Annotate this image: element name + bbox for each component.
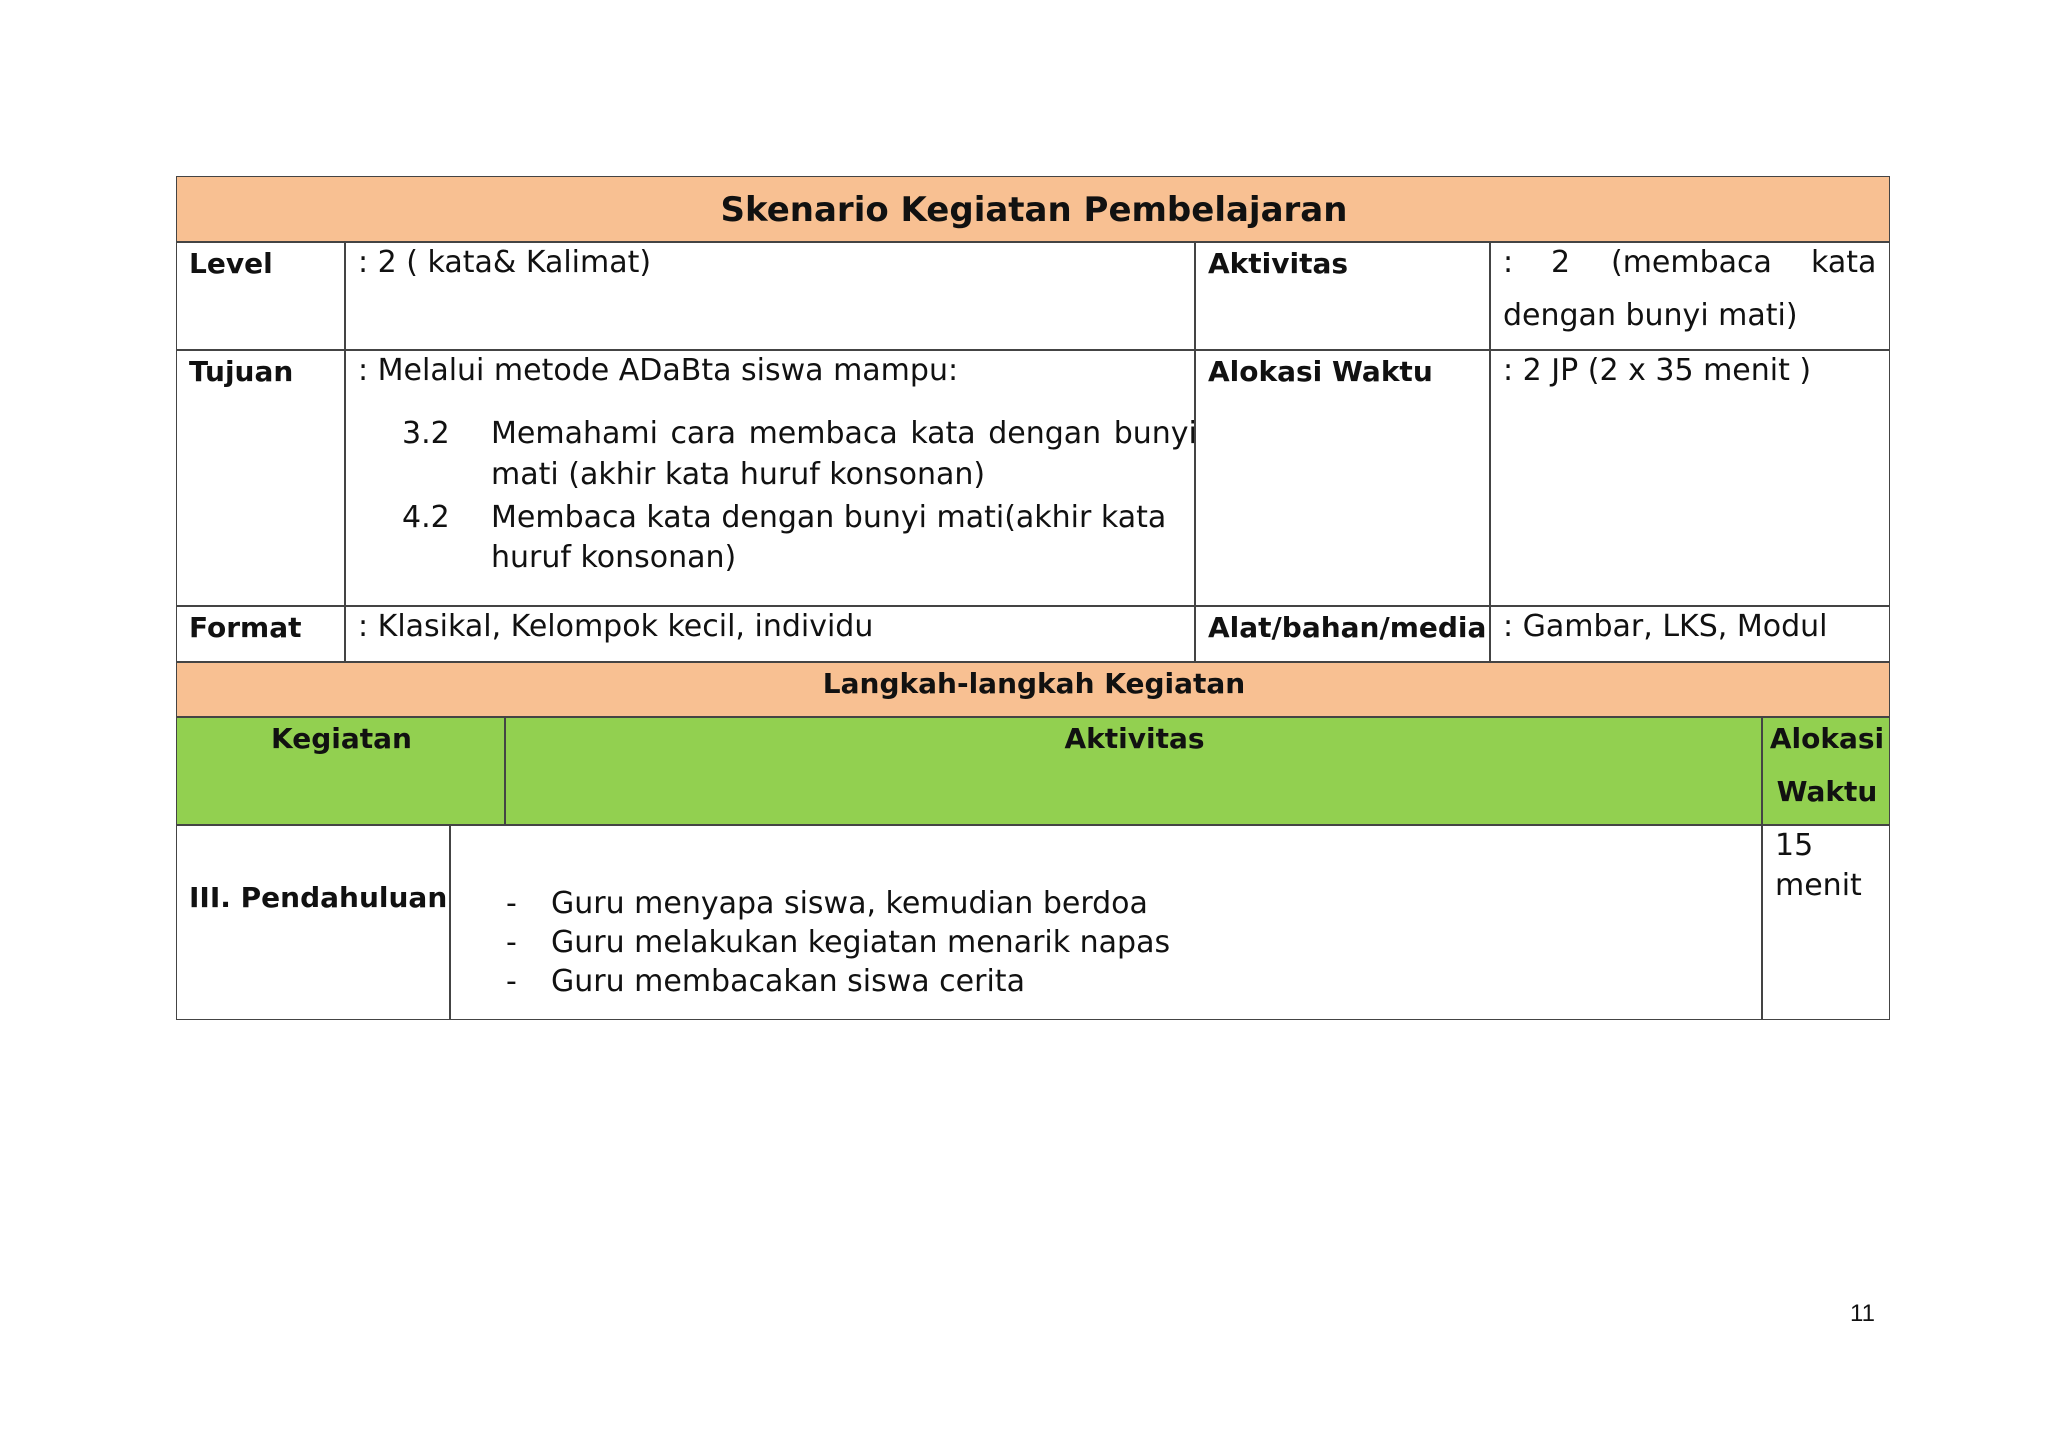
bullet-mark: - [506, 886, 517, 921]
aktivitas-label-cell [1195, 242, 1490, 350]
level-value: : 2 ( kata& Kalimat) [358, 245, 652, 280]
tujuan-item-text: mati (akhir kata huruf konsonan) [491, 457, 986, 492]
tujuan-item-number: 4.2 [402, 500, 450, 535]
alat-value-cell [1490, 606, 1890, 662]
steps-title: Langkah-langkah Kegiatan [822, 667, 1246, 700]
aktivitas-value-part: (membaca [1611, 245, 1772, 280]
row-waktu-cell [1762, 825, 1890, 1020]
row-kegiatan-label: III. Pendahuluan [189, 881, 448, 914]
alat-label-cell [1195, 606, 1490, 662]
row-waktu-line2: menit [1775, 868, 1862, 903]
tujuan-item-text: Memahami cara membaca kata dengan bunyi [491, 416, 1197, 451]
level-label: Level [189, 247, 273, 280]
alokasi-label: Alokasi Waktu [1208, 355, 1433, 388]
tujuan-label-cell [176, 350, 345, 606]
list-item: Guru membacakan siswa cerita [551, 964, 1025, 999]
tujuan-item-number: 3.2 [402, 416, 450, 451]
alat-label: Alat/bahan/media [1208, 611, 1487, 644]
alokasi-label-cell [1195, 350, 1490, 606]
tujuan-value-cell [345, 350, 1195, 606]
tujuan-item-text: huruf konsonan) [491, 540, 737, 575]
alokasi-value: : 2 JP (2 x 35 menit ) [1503, 353, 1812, 388]
bullet-mark: - [506, 964, 517, 999]
row-aktivitas-cell [450, 825, 1762, 1020]
steps-title-bar [176, 662, 1890, 717]
format-value-cell [345, 606, 1195, 662]
aktivitas-value-cell [1490, 242, 1890, 350]
row-waktu-line1: 15 [1775, 828, 1814, 863]
header-kegiatan-label: Kegiatan [271, 722, 412, 755]
format-label-cell [176, 606, 345, 662]
list-item: Guru menyapa siswa, kemudian berdoa [551, 886, 1148, 921]
list-item: Guru melakukan kegiatan menarik napas [551, 925, 1171, 960]
bullet-mark: - [506, 925, 517, 960]
header-alokasi-line2: Waktu [1776, 775, 1878, 808]
header-aktivitas [505, 717, 1762, 825]
aktivitas-label: Aktivitas [1208, 247, 1349, 280]
level-value-cell [345, 242, 1195, 350]
aktivitas-value-part: : [1503, 245, 1514, 280]
page-number: 11 [1850, 1300, 1875, 1327]
alat-value: : Gambar, LKS, Modul [1503, 609, 1828, 644]
tujuan-intro: : Melalui metode ADaBta siswa mampu: [358, 353, 959, 388]
format-label: Format [189, 611, 302, 644]
aktivitas-value-part: kata [1811, 245, 1877, 280]
page-title: Skenario Kegiatan Pembelajaran [720, 190, 1348, 230]
header-aktivitas-label: Aktivitas [1064, 722, 1205, 755]
aktivitas-value-line2: dengan bunyi mati) [1503, 298, 1798, 333]
title-bar [176, 176, 1890, 242]
alokasi-value-cell [1490, 350, 1890, 606]
tujuan-item-text: Membaca kata dengan bunyi mati(akhir kata [491, 500, 1167, 535]
header-alokasi [1762, 717, 1890, 825]
tujuan-label: Tujuan [189, 355, 294, 388]
format-value: : Klasikal, Kelompok kecil, individu [358, 609, 874, 644]
row-kegiatan-cell [176, 825, 450, 1020]
level-label-cell [176, 242, 345, 350]
header-alokasi-line1: Alokasi [1769, 722, 1885, 755]
header-kegiatan [176, 717, 505, 825]
aktivitas-value-part: 2 [1551, 245, 1571, 280]
